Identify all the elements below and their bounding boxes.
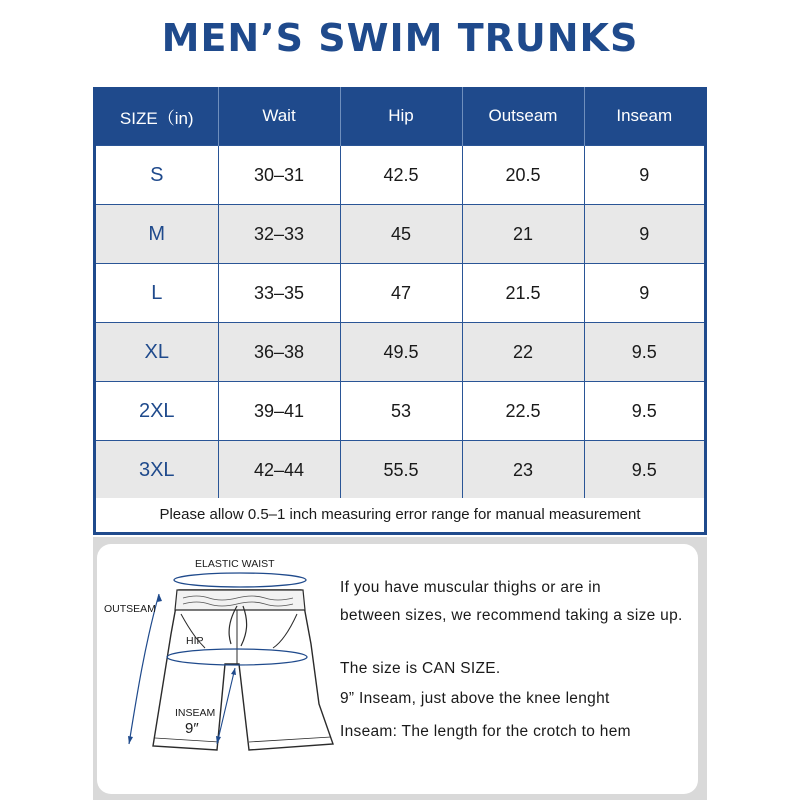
table-row [96,382,704,441]
hip-cell: 42.5 [340,146,462,205]
inseam-label: INSEAM [175,707,216,719]
table-row [96,146,704,205]
page-title: MEN’S SWIM TRUNKS [161,16,639,60]
hip-label: HIP [186,635,204,647]
elastic-waist-label: ELASTIC WAIST [195,558,275,570]
table-row [96,323,704,382]
header-outseam: Outseam [462,87,584,146]
elastic-waist-measure [174,573,306,587]
inseam-cell: 9.5 [584,441,704,500]
size-cell: 3XL [96,441,218,500]
waist-cell: 32–33 [218,205,340,264]
size-cell: 2XL [96,382,218,441]
outseam-cell: 21 [462,205,584,264]
outseam-cell: 20.5 [462,146,584,205]
header-inseam: Inseam [584,87,704,146]
info-line-3: The size is CAN SIZE. [340,660,501,677]
size-cell: M [96,205,218,264]
waist-cell: 33–35 [218,264,340,323]
hip-cell: 49.5 [340,323,462,382]
inseam-cell: 9.5 [584,323,704,382]
shorts-diagram [97,544,337,794]
info-line-4: 9” Inseam, just above the knee lenght [340,690,610,707]
outseam-label: OUTSEAM [104,603,156,615]
size-cell: XL [96,323,218,382]
waistband [175,590,305,610]
info-line-2: between sizes, we recommend taking a size up. [340,607,683,624]
table-header-row [96,87,704,146]
table-row [96,205,704,264]
header-size: SIZE（in) [119,108,194,128]
hip-cell: 53 [340,382,462,441]
outseam-cell: 22.5 [462,382,584,441]
size-cell: S [96,146,218,205]
waist-cell: 36–38 [218,323,340,382]
hip-cell: 47 [340,264,462,323]
header-waist: Wait [218,87,340,146]
outseam-cell: 22 [462,323,584,382]
inseam-cell: 9 [584,264,704,323]
outseam-cell: 21.5 [462,264,584,323]
waist-cell: 30–31 [218,146,340,205]
hip-cell: 55.5 [340,441,462,500]
shorts-outline [153,590,333,750]
inseam-value: 9″ [185,720,199,737]
hip-cell: 45 [340,205,462,264]
inseam-cell: 9.5 [584,382,704,441]
info-line-1: If you have muscular thighs or are in [340,579,601,596]
table-row [96,264,704,323]
size-chart [93,87,707,535]
header-hip: Hip [340,87,462,146]
waist-cell: 42–44 [218,441,340,500]
measurement-note: Please allow 0.5–1 inch measuring error range for manual measurement [96,498,704,532]
size-table [96,87,704,499]
outseam-arrow [129,594,159,744]
size-cell: L [96,264,218,323]
outseam-cell: 23 [462,441,584,500]
waist-cell: 39–41 [218,382,340,441]
info-line-5: Inseam: The length for the crotch to hem [340,723,631,740]
table-row [96,441,704,500]
inseam-cell: 9 [584,146,704,205]
inseam-cell: 9 [584,205,704,264]
